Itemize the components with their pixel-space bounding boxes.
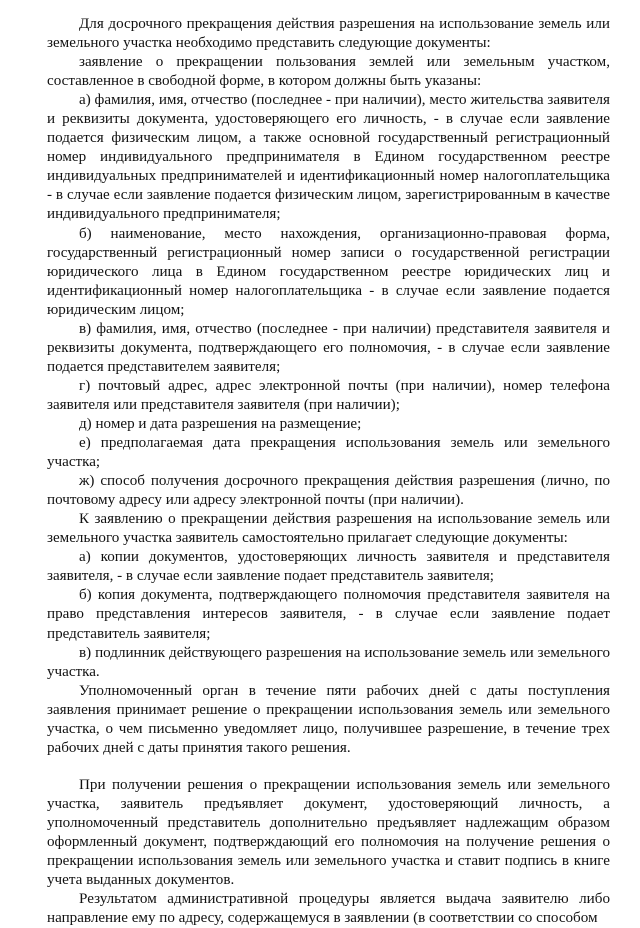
paragraph-attachment-a: а) копии документов, удостоверяющих личность заявителя и представителя заявителя, - в случае если заявление подает представитель заявителя; xyxy=(47,549,610,585)
paragraph-item-d: д) номер и дата разрешения на размещение; xyxy=(79,415,362,432)
paragraph-intro: Для досрочного прекращения действия разрешения на использование земель или земельного участка необходимо представить следующие документы: xyxy=(47,16,610,52)
paragraph-item-v: в) фамилия, имя, отчество (последнее - при наличии) представителя заявителя и реквизиты документа, подтверждающего его полномочия, - в случае если заявление подается представителем заявителя; xyxy=(47,320,610,375)
paragraph-receipt: При получении решения о прекращении использования земель или земельного участка, заявитель предъявляет документ, удостоверяющий личность, а уполномоченный представитель дополнительно предъявляет надлежащим образом оформленный документ, подтверждающий его полномочия на получение решения о прекращении использования земель или земельного участка и ставит подпись в книге учета выданных документов. xyxy=(47,776,610,889)
paragraph-attachment-v: в) подлинник действующего разрешения на использование земель или земельного участка. xyxy=(47,644,610,680)
paragraph-item-a: а) фамилия, имя, отчество (последнее - при наличии), место жительства заявителя и реквизиты документа, удостоверяющего его личность, - в случае если заявление подается физическим лицом, а также основной государственный регистрационный номер индивидуального предпринимателя в Едином государственном реестре индивидуальных предпринимателей и идентификационный номер налогоплательщика - в случае если заявление подается физическим лицом, зарегистрированным в качестве индивидуального предпринимателя; xyxy=(47,92,610,223)
paragraph-item-b: б) наименование, место нахождения, организационно-правовая форма, государственный регистрационный номер записи о государственной регистрации юридического лица в Едином государственном реестре юридических лиц и идентификационный номер налогоплательщика - в случае если заявление подается юридическим лицом; xyxy=(47,225,610,318)
paragraph-attachment-b: б) копия документа, подтверждающего полномочия представителя заявителя на право представления интересов заявителя, - в случае если заявление подает представитель заявителя; xyxy=(47,587,610,642)
paragraph-result: Результатом административной процедуры является выдача заявителю либо направление ему по адресу, содержащемуся в заявлении (в соответствии со способом xyxy=(47,891,610,927)
paragraph-item-zh: ж) способ получения досрочного прекращения действия разрешения (лично, по почтовому адресу или адресу электронной почты (при наличии). xyxy=(47,473,610,509)
paragraph-item-g: г) почтовый адрес, адрес электронной почты (при наличии), номер телефона заявителя или представителя заявителя (при наличии); xyxy=(47,377,610,413)
document-page xyxy=(47,15,610,928)
paragraph-application: заявление о прекращении пользования землей или земельным участком, составленное в свободной форме, в котором должны быть указаны: xyxy=(47,54,610,90)
paragraph-decision: Уполномоченный орган в течение пяти рабочих дней с даты поступления заявления принимает решение о прекращении использования земель или земельного участка, о чем письменно уведомляет лицо, получившее разрешение, в течение трех рабочих дней с даты принятия такого решения. xyxy=(47,682,610,756)
paragraph-item-e: е) предполагаемая дата прекращения использования земель или земельного участка; xyxy=(47,435,610,471)
paragraph-attachments-intro: К заявлению о прекращении действия разрешения на использование земель или земельного участка заявитель самостоятельно прилагает следующие документы: xyxy=(47,511,610,547)
